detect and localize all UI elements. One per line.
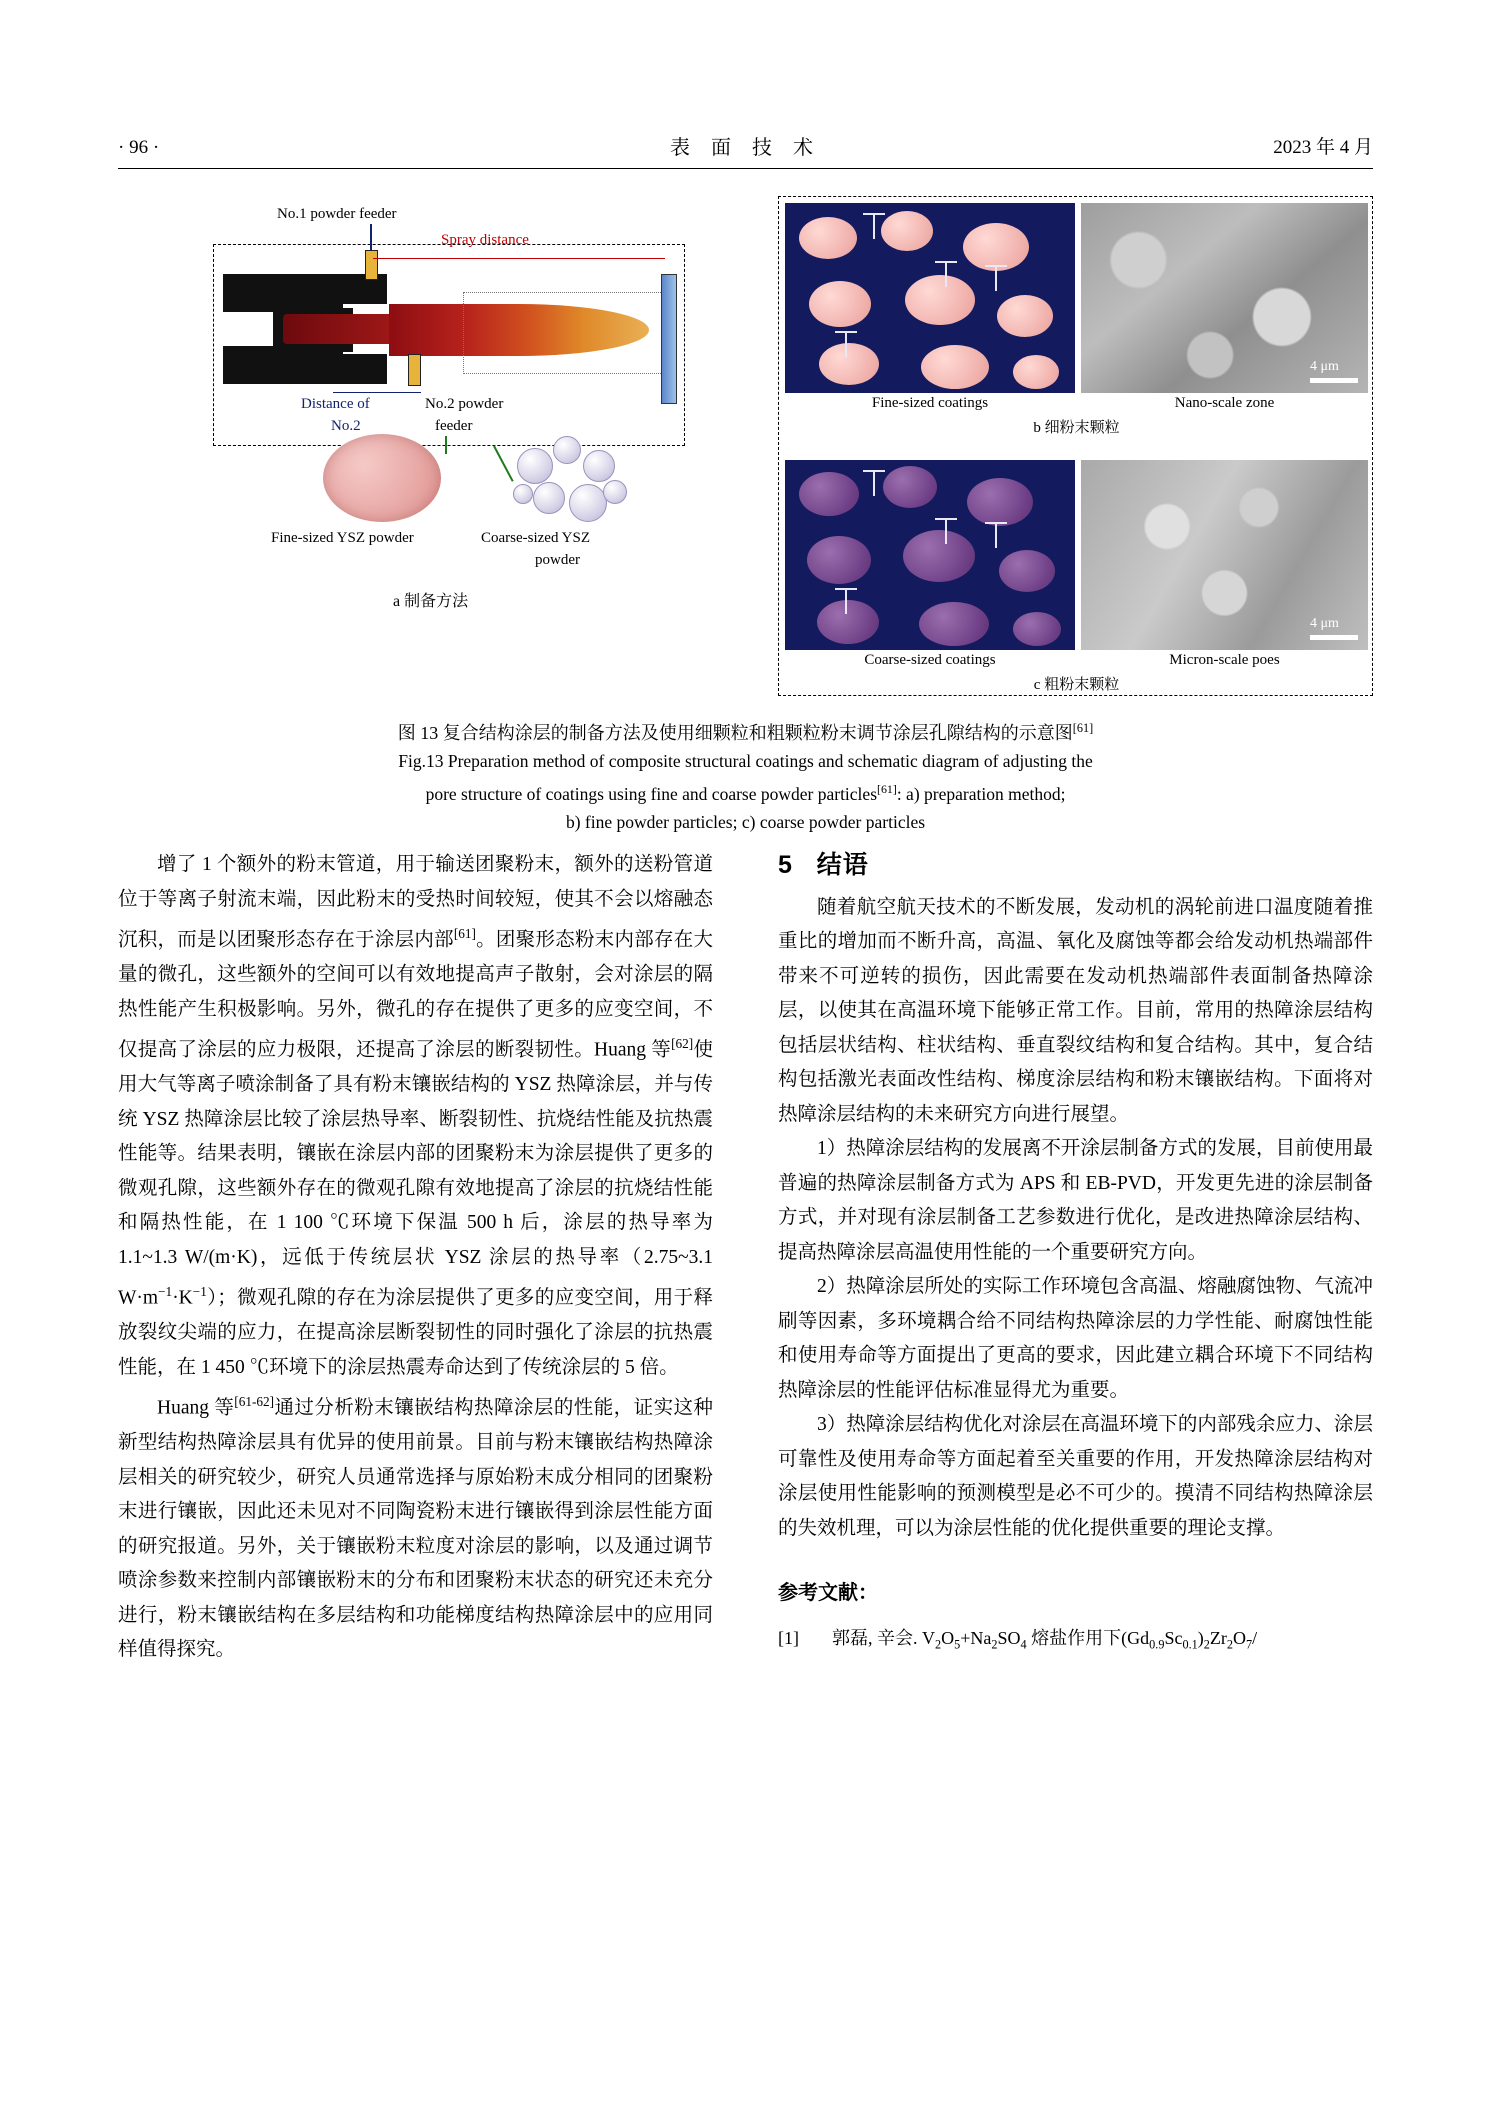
distance-no2-arrow: [333, 392, 421, 393]
reference-text: 郭磊, 辛会. $V_2O_5+Na_2SO_4$ 熔盐作用下$(Gd_{0.9}Sc_{0.1})_2Zr_2O_7/$: [832, 1627, 1258, 1652]
figure-caption-en-line1: Fig.13 Preparation method of composite structural coatings and schematic diagram of adjusting the: [398, 751, 1093, 771]
scale-bar-c: 4 μm: [1310, 616, 1358, 640]
fine-powder-illustration: [323, 434, 441, 522]
issue-date: 2023 年 4 月: [1273, 137, 1373, 158]
scale-bar-b: 4 μm: [1310, 359, 1358, 383]
section-heading: [778, 848, 1373, 883]
figure-caption-en-line3: b) fine powder particles; c) coarse powder particles: [565, 811, 926, 832]
journal-title: 表 面 技 术: [670, 137, 821, 159]
label-distance-no2-line2: No.2: [331, 418, 361, 434]
page-number: · 96 ·: [118, 137, 160, 158]
body-column-left: [118, 848, 713, 1668]
body-column-right: [778, 848, 1373, 1659]
powder-feeder-1-port: [365, 250, 378, 280]
coarse-powder-illustration: [513, 434, 631, 522]
feeder-line-stem: [445, 436, 447, 454]
label-coarse-powder-line2: powder: [535, 552, 580, 568]
microstructure-panels: [778, 196, 1373, 696]
conclusion-paragraph-2: 1）热障涂层结构的发展离不开涂层制备方式的发展，目前使用最普遍的热障涂层制备方式为 APS 和 EB-PVD，开发更先进的涂层制备方式，并对现有涂层制备工艺参数进行优化，是改进热障涂层结构、提高热障涂层高温使用性能的一个重要研究方向。: [778, 1138, 1373, 1263]
section-number: 5: [778, 851, 793, 879]
spray-distance-arrow: [373, 258, 665, 259]
header-rule: [118, 168, 1373, 169]
paragraph-1: 增了 1 个额外的粉末管道，用于输送团聚粉末，额外的送粉管道位于等离子射流末端，因此粉末的受热时间较短，使其不会以熔融态沉积，而是以团聚形态存在于涂层内部[61]。团聚形态粉末内部存在大量的微孔，这些额外的空间可以有效地提高声子散射，会对涂层的隔热性能产生积极影响。另外，微孔的存在提供了更多的应变空间，不仅提高了涂层的应力极限，还提高了涂层的断裂韧性。Huang 等[62]使用大气等离子喷涂制备了具有粉末镶嵌结构的 YSZ 热障涂层，并与传统 YSZ 热障涂层比较了涂层热导率、断裂韧性、抗烧结性能及抗热震性能等。结果表明，镶嵌在涂层内部的团聚粉末为涂层提供了更多的微观孔隙，这些额外存在的微观孔隙有效地提高了涂层的抗烧结性能和隔热性能，在 1 100 ℃环境下保温 500 h 后，涂层的热导率为 1.1~1.3 W/(m·K)，远低于传统层状 YSZ 涂层的热导率（2.75~3.1 $W\cdot m^{-1}\cdot K^{-1}$）；微观孔隙的存在为涂层提供了更多的应变空间，用于释放裂纹尖端的应力，在提高涂层断裂韧性的同时强化了涂层的抗热震性能，在 1 450 ℃环境下的涂层热震寿命达到了传统涂层的 5 倍。: [118, 854, 713, 1378]
micron-scale-pores-sem: [1081, 460, 1368, 650]
gun-nozzle-upper: [341, 274, 387, 304]
caption-micron-scale-pores: Micron-scale poes: [1169, 652, 1280, 668]
figure-13-image: [118, 196, 1373, 696]
conclusion-paragraph-1: 随着航空航天技术的不断发展，发动机的涡轮前进口温度随着推重比的增加而不断升高，高温、氧化及腐蚀等都会给发动机热端部件带来不可逆转的损伤，因此需要在发动机热端部件表面制备热障涂层，以使其在高温环境下能够正常工作。目前，常用的热障涂层结构包括层状结构、柱状结构、垂直裂纹结构和复合结构。其中，复合结构包括激光表面改性结构、梯度涂层结构和粉末镶嵌结构。下面将对热障涂层结构的未来研究方向进行展望。: [778, 896, 1373, 1125]
caption-coarse-sized-coatings: Coarse-sized coatings: [864, 652, 996, 668]
label-distance-no2-line1: Distance of: [301, 396, 370, 412]
label-fine-powder: Fine-sized YSZ powder: [271, 530, 414, 546]
coarse-sized-coatings-diagram: [785, 460, 1075, 650]
figure-caption-en-line2: pore structure of coatings using fine and coarse powder particles[61]: a) preparation method;: [425, 782, 1066, 804]
figure-caption-cn-ref: [61]: [1072, 721, 1094, 735]
label-coarse-powder-line1: Coarse-sized YSZ: [481, 530, 590, 546]
schematic-preparation-method: [213, 196, 773, 696]
panel-b: [785, 203, 1368, 436]
paragraph-2: Huang 等[61-62]通过分析粉末镶嵌结构热障涂层的性能，证实这种新型结构热障涂层具有优异的使用前景。目前与粉末镶嵌结构热障涂层相关的研究较少，研究人员通常选择与原始粉末成分相同的团聚粉末进行镶嵌，因此还未见对不同陶瓷粉末进行镶嵌得到涂层性能方面的研究报道。另外，关于镶嵌粉末粒度对涂层的影响，以及通过调节喷涂参数来控制内部镶嵌粉末的分布和团聚粉末状态的研究还未充分进行，粉末镶嵌结构在多层结构和功能梯度结构热障涂层中的应用同样值得探究。: [118, 1394, 713, 1660]
reference-item: [778, 1623, 1373, 1660]
references-heading: 参考文献：: [778, 1582, 878, 1604]
feeder-line-right: [493, 446, 514, 482]
sub-caption-a: a 制备方法: [393, 593, 469, 610]
feeder-1-arrow: [370, 224, 372, 250]
label-feeder-1: No.1 powder feeder: [277, 206, 397, 222]
gun-upper-body: [223, 274, 343, 312]
spray-cone: [463, 292, 665, 374]
sub-caption-c: c 粗粉末颗粒: [1033, 677, 1120, 693]
figure-caption-cn-text: 图 13 复合结构涂层的制备方法及使用细颗粒和粗颗粒粉末调节涂层孔隙结构的示意图: [397, 723, 1073, 743]
conclusion-paragraph-4: 3）热障涂层结构优化对涂层在高温环境下的内部残余应力、涂层可靠性及使用寿命等方面起着至关重要的作用，开发热障涂层结构对涂层使用性能影响的预测模型是必不可少的。摸清不同结构热障涂层的失效机理，可以为涂层性能的优化提供重要的理论支撑。: [778, 1414, 1373, 1539]
figure-caption: [118, 714, 1373, 836]
label-spray-distance: Spray distance: [441, 232, 529, 248]
caption-nano-scale-zone: Nano-scale zone: [1174, 395, 1275, 411]
label-feeder-2-line2: feeder: [435, 418, 473, 434]
powder-feeder-2-port: [408, 354, 421, 386]
running-head: [118, 130, 1373, 166]
figure-caption-cn: [118, 714, 1373, 747]
conclusion-paragraph-3: 2）热障涂层所处的实际工作环境包含高温、熔融腐蚀物、气流冲刷等因素，多环境耦合给不同结构热障涂层的力学性能、耐腐蚀性能和使用寿命等方面提出了更高的要求，因此建立耦合环境下不同结构热障涂层的性能评估标准显得尤为重要。: [778, 1276, 1373, 1401]
caption-fine-sized-coatings: Fine-sized coatings: [871, 395, 989, 411]
reference-number: [1]: [778, 1627, 799, 1648]
gun-nozzle-lower: [341, 354, 387, 384]
substrate: [661, 274, 677, 404]
label-feeder-2-line1: No.2 powder: [425, 396, 504, 412]
sub-caption-b: b 细粉末颗粒: [1033, 420, 1120, 436]
fine-sized-coatings-diagram: [785, 203, 1075, 393]
nano-scale-zone-sem: [1081, 203, 1368, 393]
section-title: 结语: [816, 851, 869, 879]
panel-c: [785, 460, 1368, 693]
figure-13: [118, 196, 1373, 696]
